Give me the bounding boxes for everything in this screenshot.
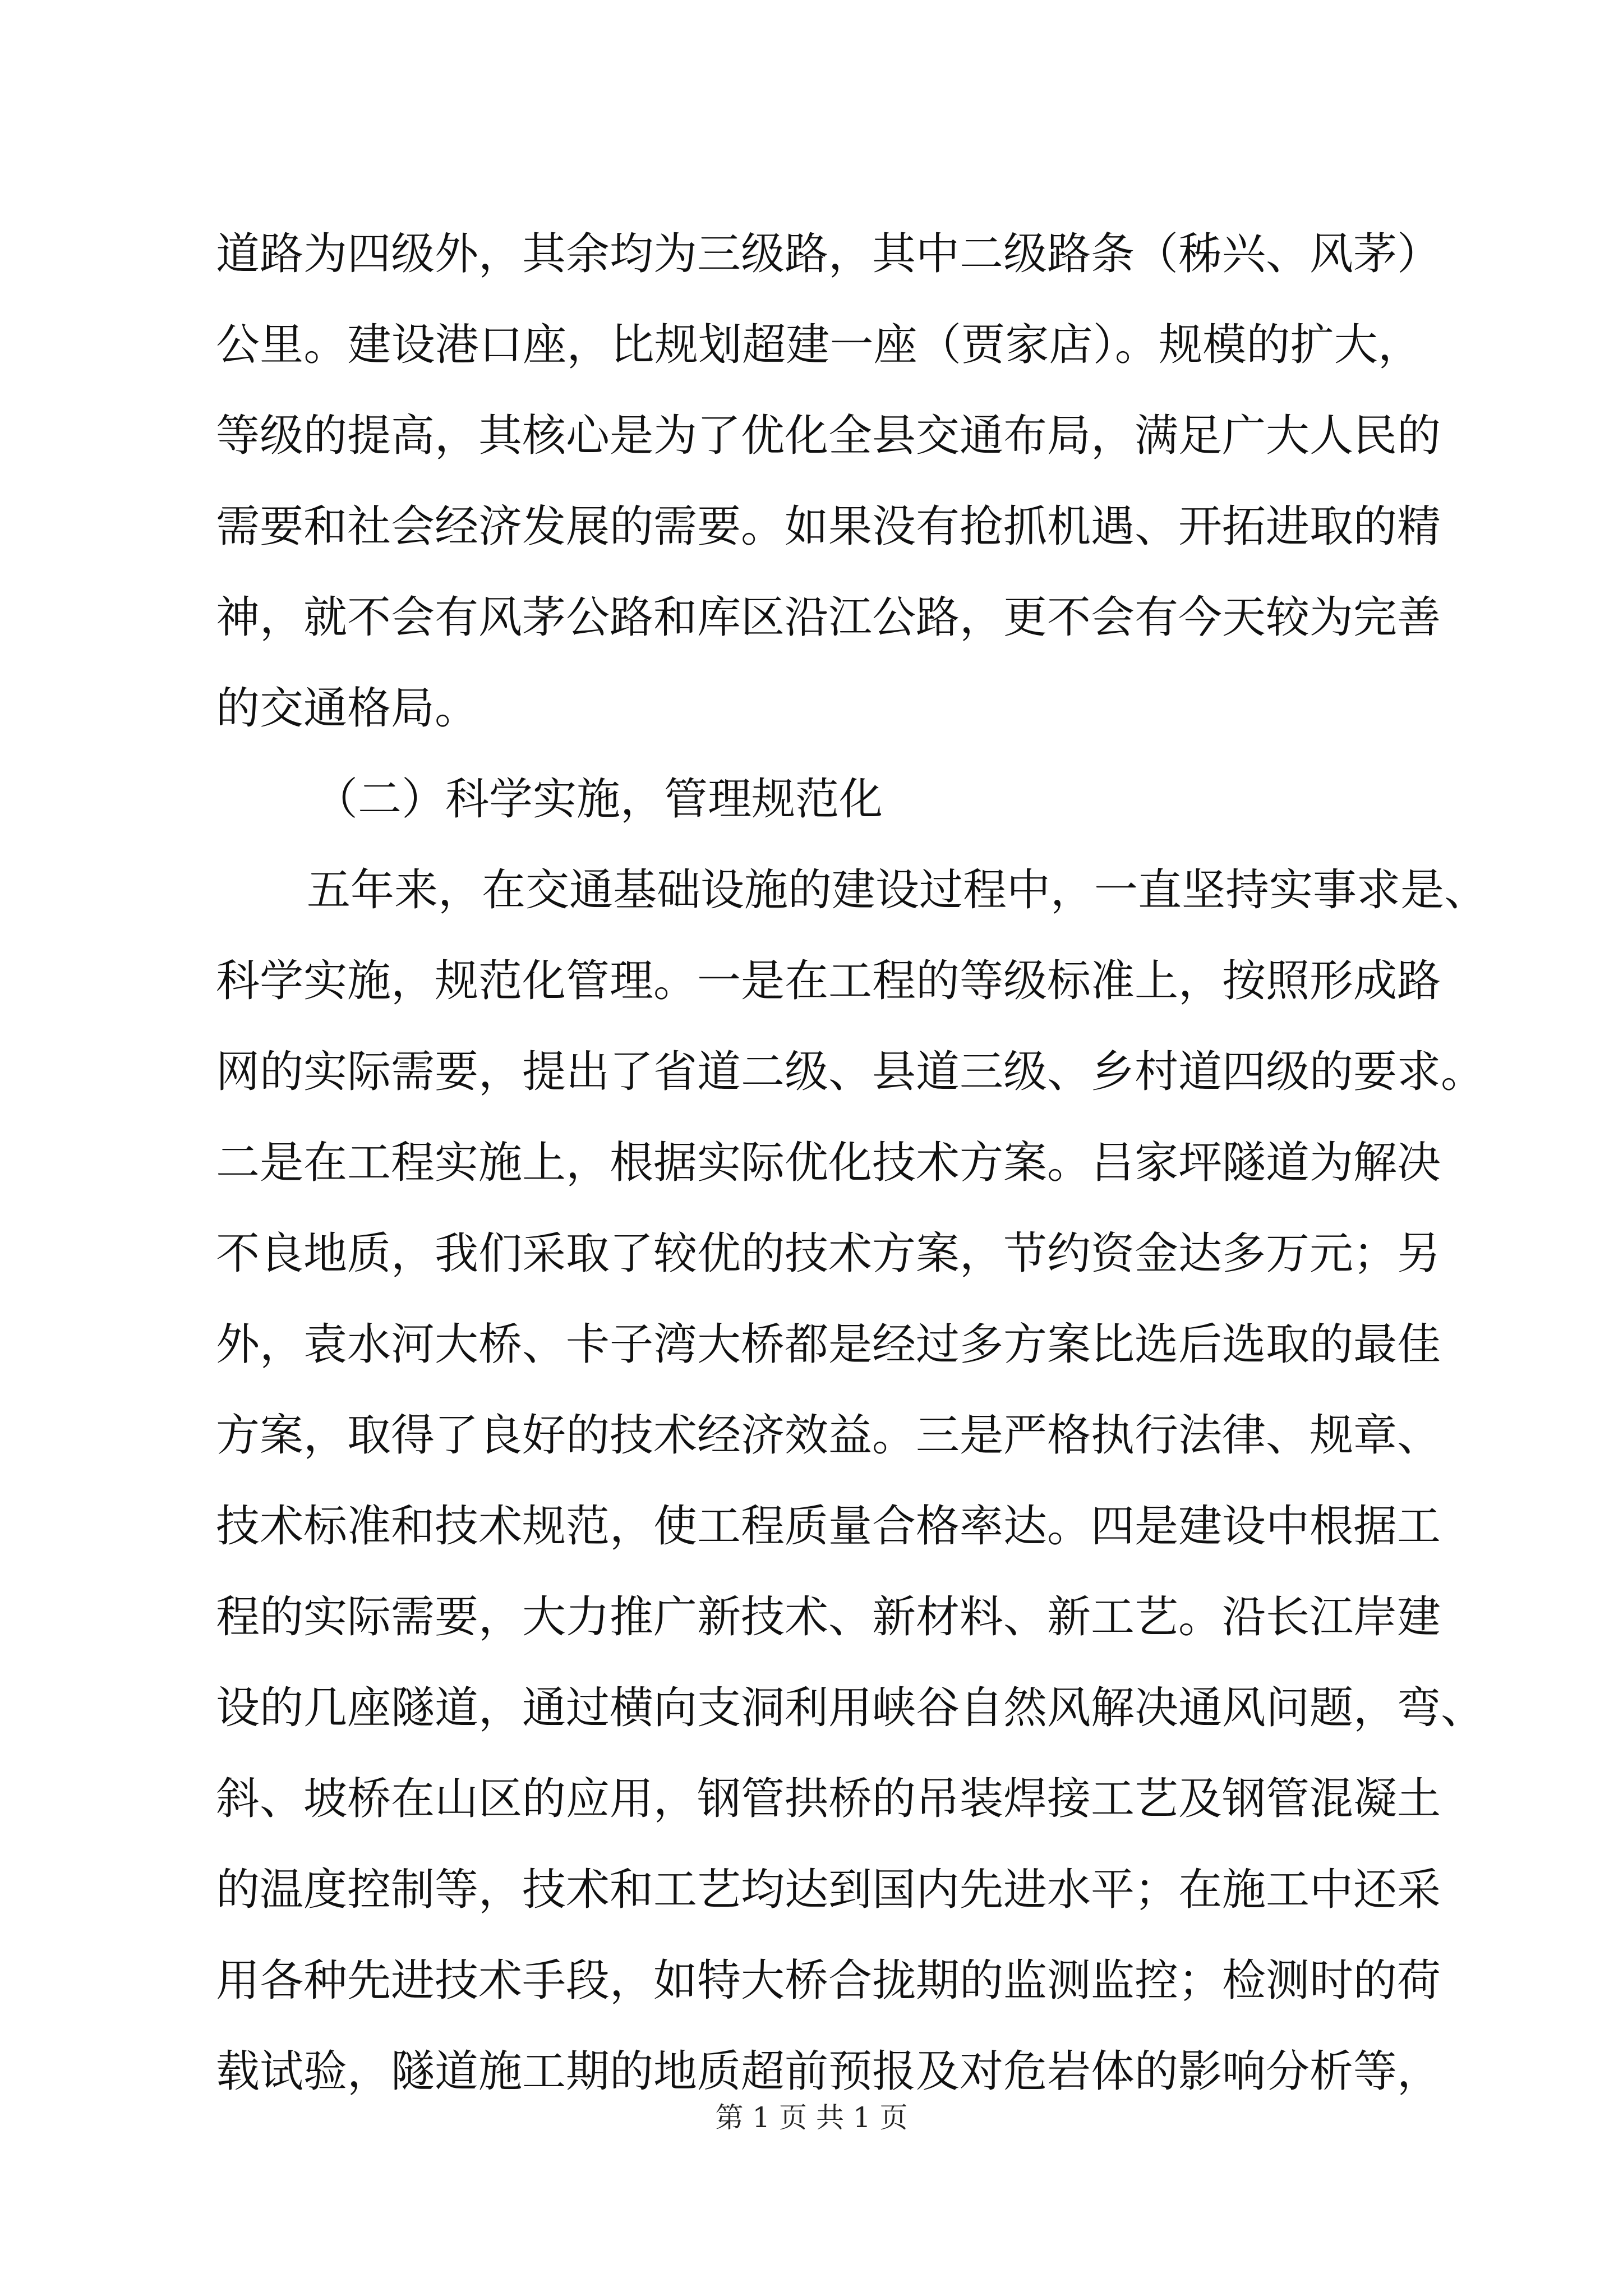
- text-line: 斜、坡桥在山区的应用，钢管拱桥的吊装焊接工艺及钢管混凝土: [216, 1774, 1441, 1824]
- text-line: 的温度控制等，技术和工艺均达到国内先进水平；在施工中还采: [216, 1865, 1441, 1915]
- text-line: 的交通格局。: [216, 683, 479, 734]
- text-line: 用各种先进技术手段，如特大桥合拢期的监测监控；检测时的荷: [216, 1955, 1441, 2006]
- text-line: 载试验，隧道施工期的地质超前预报及对危岩体的影响分析等，: [216, 2046, 1441, 2097]
- section-heading: （二）科学实施，管理规范化: [314, 774, 883, 825]
- text-line: 二是在工程实施上，根据实际优化技术方案。吕家坪隧道为解决: [216, 1138, 1441, 1188]
- text-line: 设的几座隧道，通过横向支洞利用峡谷自然风解决通风问题，弯、: [216, 1683, 1485, 1733]
- text-line: 方案，取得了良好的技术经济效益。三是严格执行法律、规章、: [216, 1410, 1441, 1461]
- text-line: 道路为四级外，其余均为三级路，其中二级路条（秭兴、风茅）: [216, 229, 1441, 279]
- text-line: 程的实际需要，大力推广新技术、新材料、新工艺。沿长江岸建: [216, 1592, 1441, 1642]
- body-text: [216, 209, 1488, 2117]
- text-line: 神，就不会有风茅公路和库区沿江公路，更不会有今天较为完善: [216, 592, 1441, 643]
- text-line: 技术标准和技术规范，使工程质量合格率达。四是建设中根据工: [216, 1501, 1441, 1552]
- text-line: 外，袁水河大桥、卡子湾大桥都是经过多方案比选后选取的最佳: [216, 1319, 1441, 1370]
- text-line: 需要和社会经济发展的需要。如果没有抢抓机遇、开拓进取的精: [216, 501, 1441, 552]
- paragraph-first-line: 五年来，在交通基础设施的建设过程中，一直坚持实事求是、: [307, 865, 1488, 915]
- text-line: 网的实际需要，提出了省道二级、县道三级、乡村道四级的要求。: [216, 1047, 1485, 1097]
- page-number-footer: 第 1 页 共 1 页: [715, 2101, 908, 2134]
- text-line: 等级的提高，其核心是为了优化全县交通布局，满足广大人民的: [216, 411, 1441, 461]
- text-line: 科学实施，规范化管理。一是在工程的等级标准上，按照形成路: [216, 956, 1441, 1006]
- text-line: 不良地质，我们采取了较优的技术方案，节约资金达多万元；另: [216, 1228, 1441, 1279]
- text-line: 公里。建设港口座，比规划超建一座（贾家店）。规模的扩大，: [216, 320, 1422, 370]
